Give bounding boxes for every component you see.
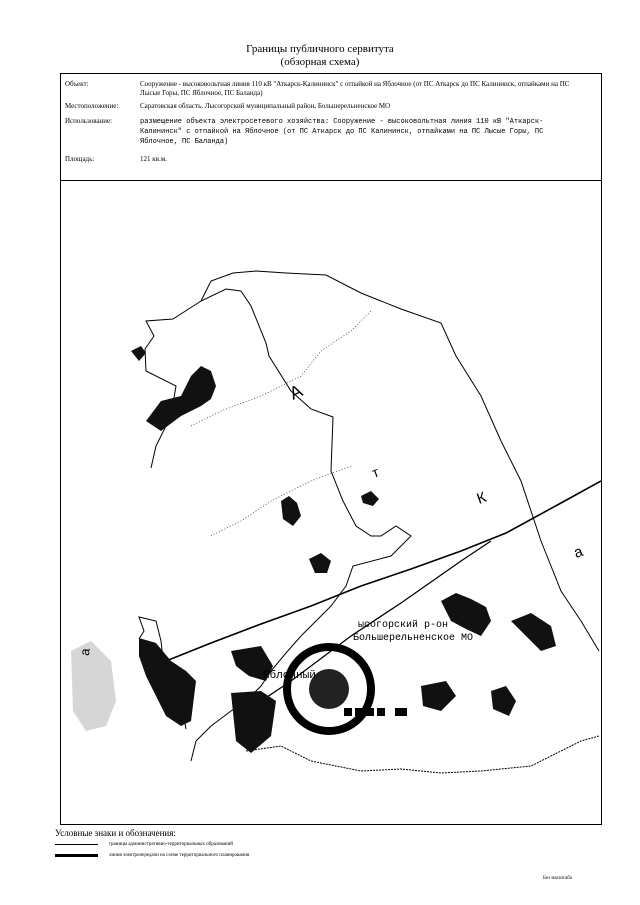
forest-patch-11 [231,691,276,753]
forest-patch-8 [491,686,516,716]
settlement-label: Яблочный [263,670,316,682]
object-value: Сооружение - высоковольтная линия 110 кВ "Аткарск-Калининск" с отпайкой на Яблочное (от ПС Аткарск до ПС Калининск, отпайками на ПС Лысые Горы, ПС Яблочное, ПС Баланда) [140,80,570,97]
map-drawing [61,181,601,824]
map-icon-row [344,708,407,716]
page-title: Границы публичного сервитута [246,43,394,55]
usage-label: Использование: [65,117,113,125]
map-label-a3: а [77,647,93,657]
legend-item-boundary [55,841,355,849]
mo-label-line2: Большерельненское МО [353,633,474,644]
forest-patch-3 [281,496,301,526]
forest-patch-10 [139,638,196,726]
scheme-frame [60,73,602,825]
page-subtitle: (обзорная схема) [280,56,360,68]
map-label-k: К [474,488,489,508]
scale-note: Без масштаба [543,876,573,881]
legend-text-boundary: границы административно-территориальных образований [109,842,233,847]
dotted-road [191,311,371,426]
legend-text-powerline: линия электропередачи на схеме территориального планирования [109,853,250,858]
location-value: Саратовская область, Лысогорский муниципальный район, Большерельненское МО [140,102,391,110]
overview-map [61,181,601,824]
legend-swatch-thick [55,854,98,857]
mo-label-line1: ысогорский р-он [358,620,449,631]
forest-patch-6 [441,593,491,636]
forest-patch-4 [309,553,331,573]
legend-swatch-thin [55,844,98,845]
map-label-a2: а [571,542,586,562]
usage-value: размещение объекта электросетевого хозяйства: Сооружение - высоковольтная линия 110 кВ "Аткарск-Калининск" с отпайкой на Яблочное (от ПС Аткарск до ПС Калининск, отпайками на ПС Лысые Горы, ПС Яблочное, ПС Баланда) [140,118,544,146]
map-label-t: т [369,463,382,481]
object-label: Объект: [65,80,89,88]
legend-title: Условные знаки и обозначения: [55,828,176,838]
forest-patch-5 [361,491,379,506]
forest-patch-12 [421,681,456,711]
location-label: Местоположение: [65,102,119,110]
north-boundary [201,271,599,651]
forest-patch-2 [131,346,146,361]
area-label: Площадь: [65,155,95,163]
south-boundary [246,736,599,773]
area-value: 121 кв.м. [140,155,167,163]
forest-patch-7 [511,613,556,651]
legend-item-powerline [55,852,355,860]
map-label-a1: А [286,380,306,404]
info-table [61,74,601,181]
